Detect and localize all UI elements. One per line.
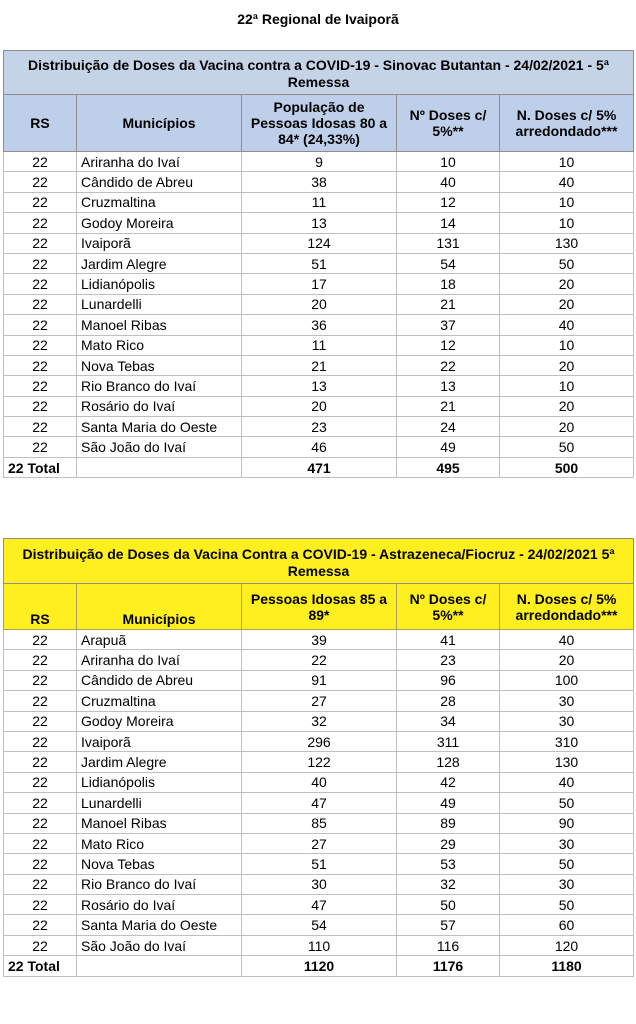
cell-doses: 57 — [397, 915, 500, 935]
total-row — [4, 457, 634, 477]
cell-doses-rounded: 20 — [500, 274, 634, 294]
cell-rs: 22 — [4, 711, 77, 731]
cell-rs: 22 — [4, 355, 77, 375]
cell-rs: 22 — [4, 172, 77, 192]
cell-population: 46 — [242, 437, 397, 457]
cell-municipio: Santa Maria do Oeste — [77, 417, 242, 437]
header-doses-rounded: N. Doses c/ 5% arredondado*** — [500, 95, 634, 152]
cell-doses: 10 — [397, 152, 500, 172]
cell-municipio: Cândido de Abreu — [77, 172, 242, 192]
cell-doses-rounded: 310 — [500, 731, 634, 751]
cell-doses-rounded: 20 — [500, 294, 634, 314]
cell-municipio: Cruzmaltina — [77, 192, 242, 212]
cell-municipio: São João do Ivaí — [77, 935, 242, 955]
cell-doses-rounded: 40 — [500, 772, 634, 792]
total-row — [4, 956, 634, 976]
cell-population: 47 — [242, 895, 397, 915]
cell-doses-rounded: 30 — [500, 874, 634, 894]
cell-population: 54 — [242, 915, 397, 935]
cell-municipio: Rosário do Ivaí — [77, 396, 242, 416]
cell-municipio: Santa Maria do Oeste — [77, 915, 242, 935]
cell-population: 9 — [242, 152, 397, 172]
table-row — [4, 233, 634, 253]
cell-rs: 22 — [4, 437, 77, 457]
cell-doses: 21 — [397, 396, 500, 416]
cell-municipio: Lunardelli — [77, 294, 242, 314]
cell-municipio: Godoy Moreira — [77, 213, 242, 233]
cell-rs: 22 — [4, 376, 77, 396]
cell-doses: 12 — [397, 192, 500, 212]
cell-doses: 131 — [397, 233, 500, 253]
cell-population: 91 — [242, 670, 397, 690]
cell-doses-rounded: 20 — [500, 355, 634, 375]
table-row — [4, 396, 634, 416]
astrazeneca-distribution-table — [3, 538, 634, 977]
table-body — [4, 152, 634, 458]
cell-rs: 22 — [4, 335, 77, 355]
cell-rs: 22 — [4, 833, 77, 853]
header-doses: Nº Doses c/ 5%** — [397, 95, 500, 152]
cell-doses-rounded: 20 — [500, 417, 634, 437]
cell-doses-rounded: 30 — [500, 833, 634, 853]
cell-municipio: Lunardelli — [77, 793, 242, 813]
cell-doses-rounded: 50 — [500, 793, 634, 813]
cell-doses-rounded: 130 — [500, 233, 634, 253]
table-body — [4, 630, 634, 956]
cell-doses-rounded: 10 — [500, 152, 634, 172]
cell-doses-rounded: 10 — [500, 213, 634, 233]
table-row — [4, 731, 634, 751]
cell-population: 17 — [242, 274, 397, 294]
cell-municipio: Rosário do Ivaí — [77, 895, 242, 915]
cell-rs: 22 — [4, 253, 77, 273]
table-title-row — [4, 539, 634, 584]
cell-doses: 41 — [397, 630, 500, 650]
cell-population: 110 — [242, 935, 397, 955]
table-title-row — [4, 51, 634, 95]
table-row — [4, 895, 634, 915]
table-row — [4, 630, 634, 650]
cell-rs: 22 — [4, 793, 77, 813]
cell-municipio: São João do Ivaí — [77, 437, 242, 457]
cell-population: 21 — [242, 355, 397, 375]
cell-doses: 24 — [397, 417, 500, 437]
cell-doses: 18 — [397, 274, 500, 294]
total-doses: 1176 — [397, 956, 500, 976]
table-row — [4, 833, 634, 853]
cell-doses-rounded: 120 — [500, 935, 634, 955]
table-row — [4, 915, 634, 935]
cell-municipio: Lidianópolis — [77, 772, 242, 792]
cell-municipio: Arapuã — [77, 630, 242, 650]
cell-rs: 22 — [4, 213, 77, 233]
cell-population: 32 — [242, 711, 397, 731]
header-municipios: Municípios — [77, 584, 242, 630]
total-doses: 495 — [397, 457, 500, 477]
table-row — [4, 711, 634, 731]
header-rs: RS — [4, 584, 77, 630]
table-row — [4, 691, 634, 711]
cell-population: 11 — [242, 192, 397, 212]
cell-doses: 13 — [397, 376, 500, 396]
header-row — [4, 95, 634, 152]
cell-doses: 34 — [397, 711, 500, 731]
header-population: População de Pessoas Idosas 80 a 84* (24,33%) — [242, 95, 397, 152]
header-row — [4, 584, 634, 630]
cell-doses-rounded: 10 — [500, 376, 634, 396]
cell-doses: 42 — [397, 772, 500, 792]
cell-doses-rounded: 50 — [500, 437, 634, 457]
header-doses: Nº Doses c/ 5%** — [397, 584, 500, 630]
cell-municipio: Godoy Moreira — [77, 711, 242, 731]
table-row — [4, 213, 634, 233]
total-population: 1120 — [242, 956, 397, 976]
cell-municipio: Nova Tebas — [77, 854, 242, 874]
cell-population: 122 — [242, 752, 397, 772]
cell-rs: 22 — [4, 915, 77, 935]
total-population: 471 — [242, 457, 397, 477]
table-row — [4, 793, 634, 813]
cell-doses: 54 — [397, 253, 500, 273]
cell-doses-rounded: 20 — [500, 396, 634, 416]
table-title: Distribuição de Doses da Vacina contra a COVID-19 - Sinovac Butantan - 24/02/2021 - 5ª Remessa — [4, 51, 634, 95]
table-row — [4, 315, 634, 335]
cell-municipio: Manoel Ribas — [77, 315, 242, 335]
cell-municipio: Mato Rico — [77, 833, 242, 853]
cell-rs: 22 — [4, 233, 77, 253]
cell-population: 13 — [242, 213, 397, 233]
cell-municipio: Ivaiporã — [77, 731, 242, 751]
cell-municipio: Lidianópolis — [77, 274, 242, 294]
total-doses-rounded: 1180 — [500, 956, 634, 976]
cell-rs: 22 — [4, 670, 77, 690]
cell-municipio: Cândido de Abreu — [77, 670, 242, 690]
cell-rs: 22 — [4, 396, 77, 416]
cell-population: 51 — [242, 253, 397, 273]
table-row — [4, 355, 634, 375]
cell-doses: 37 — [397, 315, 500, 335]
cell-rs: 22 — [4, 935, 77, 955]
cell-doses-rounded: 100 — [500, 670, 634, 690]
cell-doses: 116 — [397, 935, 500, 955]
table-row — [4, 274, 634, 294]
cell-population: 38 — [242, 172, 397, 192]
table-title: Distribuição de Doses da Vacina Contra a COVID-19 - Astrazeneca/Fiocruz - 24/02/2021 5ª Remessa — [4, 539, 634, 584]
cell-municipio: Ivaiporã — [77, 233, 242, 253]
cell-doses-rounded: 20 — [500, 650, 634, 670]
cell-rs: 22 — [4, 192, 77, 212]
cell-rs: 22 — [4, 813, 77, 833]
total-label: 22 Total — [4, 457, 77, 477]
cell-rs: 22 — [4, 630, 77, 650]
cell-municipio: Mato Rico — [77, 335, 242, 355]
total-doses-rounded: 500 — [500, 457, 634, 477]
cell-population: 36 — [242, 315, 397, 335]
cell-doses: 14 — [397, 213, 500, 233]
table-row — [4, 152, 634, 172]
cell-doses: 311 — [397, 731, 500, 751]
cell-population: 23 — [242, 417, 397, 437]
sinovac-distribution-table — [3, 50, 634, 478]
page-title: 22ª Regional de Ivaiporã — [237, 11, 399, 27]
cell-population: 27 — [242, 691, 397, 711]
cell-doses-rounded: 50 — [500, 253, 634, 273]
header-municipios: Municípios — [77, 95, 242, 152]
cell-rs: 22 — [4, 854, 77, 874]
cell-doses: 128 — [397, 752, 500, 772]
cell-population: 124 — [242, 233, 397, 253]
table-row — [4, 854, 634, 874]
cell-municipio: Jardim Alegre — [77, 253, 242, 273]
cell-rs: 22 — [4, 874, 77, 894]
cell-doses: 89 — [397, 813, 500, 833]
cell-rs: 22 — [4, 752, 77, 772]
table-row — [4, 253, 634, 273]
cell-municipio: Rio Branco do Ivaí — [77, 874, 242, 894]
cell-doses-rounded: 30 — [500, 711, 634, 731]
cell-rs: 22 — [4, 294, 77, 314]
cell-doses-rounded: 10 — [500, 192, 634, 212]
cell-doses-rounded: 130 — [500, 752, 634, 772]
table-row — [4, 192, 634, 212]
cell-doses: 49 — [397, 437, 500, 457]
cell-rs: 22 — [4, 691, 77, 711]
cell-rs: 22 — [4, 152, 77, 172]
table-row — [4, 874, 634, 894]
cell-population: 27 — [242, 833, 397, 853]
cell-doses-rounded: 50 — [500, 895, 634, 915]
cell-doses: 40 — [397, 172, 500, 192]
table-row — [4, 813, 634, 833]
cell-municipio: Manoel Ribas — [77, 813, 242, 833]
total-label: 22 Total — [4, 956, 77, 976]
header-rs: RS — [4, 95, 77, 152]
header-doses-rounded: N. Doses c/ 5% arredondado*** — [500, 584, 634, 630]
cell-population: 47 — [242, 793, 397, 813]
cell-population: 30 — [242, 874, 397, 894]
cell-municipio: Rio Branco do Ivaí — [77, 376, 242, 396]
cell-doses: 29 — [397, 833, 500, 853]
cell-population: 51 — [242, 854, 397, 874]
cell-rs: 22 — [4, 650, 77, 670]
cell-rs: 22 — [4, 772, 77, 792]
cell-doses-rounded: 90 — [500, 813, 634, 833]
table-row — [4, 650, 634, 670]
table-row — [4, 772, 634, 792]
cell-doses: 22 — [397, 355, 500, 375]
cell-doses: 23 — [397, 650, 500, 670]
cell-doses: 32 — [397, 874, 500, 894]
table-row — [4, 752, 634, 772]
cell-doses: 50 — [397, 895, 500, 915]
cell-rs: 22 — [4, 417, 77, 437]
table-row — [4, 294, 634, 314]
cell-population: 11 — [242, 335, 397, 355]
table-row — [4, 935, 634, 955]
total-municipio — [77, 956, 242, 976]
cell-municipio: Ariranha do Ivaí — [77, 650, 242, 670]
cell-doses-rounded: 40 — [500, 172, 634, 192]
table-row — [4, 172, 634, 192]
cell-doses-rounded: 10 — [500, 335, 634, 355]
cell-rs: 22 — [4, 895, 77, 915]
cell-doses-rounded: 40 — [500, 315, 634, 335]
cell-doses: 49 — [397, 793, 500, 813]
cell-municipio: Cruzmaltina — [77, 691, 242, 711]
table-row — [4, 376, 634, 396]
cell-population: 22 — [242, 650, 397, 670]
cell-doses-rounded: 50 — [500, 854, 634, 874]
cell-rs: 22 — [4, 274, 77, 294]
table-row — [4, 670, 634, 690]
cell-population: 20 — [242, 294, 397, 314]
cell-population: 13 — [242, 376, 397, 396]
cell-doses-rounded: 30 — [500, 691, 634, 711]
cell-municipio: Jardim Alegre — [77, 752, 242, 772]
table-row — [4, 417, 634, 437]
table-row — [4, 335, 634, 355]
cell-rs: 22 — [4, 315, 77, 335]
cell-population: 296 — [242, 731, 397, 751]
cell-population: 20 — [242, 396, 397, 416]
cell-municipio: Nova Tebas — [77, 355, 242, 375]
cell-doses-rounded: 40 — [500, 630, 634, 650]
cell-doses: 53 — [397, 854, 500, 874]
cell-municipio: Ariranha do Ivaí — [77, 152, 242, 172]
cell-population: 85 — [242, 813, 397, 833]
table-row — [4, 437, 634, 457]
cell-doses-rounded: 60 — [500, 915, 634, 935]
total-municipio — [77, 457, 242, 477]
cell-population: 40 — [242, 772, 397, 792]
cell-doses: 12 — [397, 335, 500, 355]
cell-population: 39 — [242, 630, 397, 650]
cell-doses: 28 — [397, 691, 500, 711]
cell-doses: 21 — [397, 294, 500, 314]
cell-rs: 22 — [4, 731, 77, 751]
header-population: Pessoas Idosas 85 a 89* — [242, 584, 397, 630]
cell-doses: 96 — [397, 670, 500, 690]
